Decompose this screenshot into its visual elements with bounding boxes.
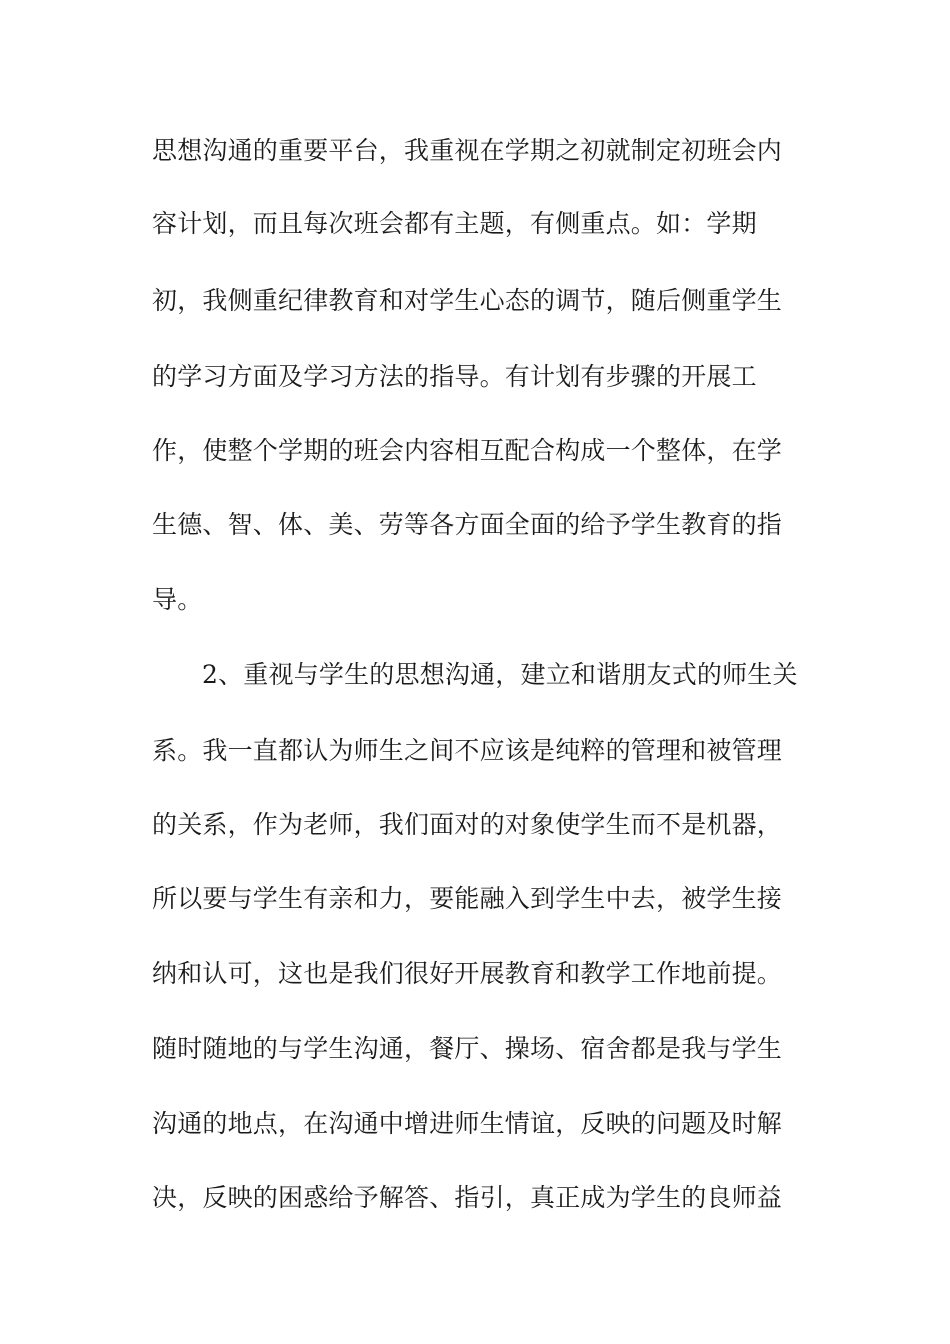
text-line: 决，反映的困惑给予解答、指引，真正成为学生的良师益 xyxy=(152,1183,783,1212)
text-line: 纳和认可，这也是我们很好开展教育和教学工作地前提。 xyxy=(152,959,783,988)
text-line: 初，我侧重纪律教育和对学生心态的调节，随后侧重学生 xyxy=(152,286,783,315)
text-line: 导。 xyxy=(152,585,203,614)
text-line: 随时随地的与学生沟通，餐厅、操场、宿舍都是我与学生 xyxy=(152,1034,783,1063)
text-line: 所以要与学生有亲和力，要能融入到学生中去，被学生接 xyxy=(152,884,783,913)
text-line: 的关系，作为老师，我们面对的对象使学生而不是机器， xyxy=(152,810,783,839)
paragraph-start-line: 2、重视与学生的思想沟通，建立和谐朋友式的师生关 xyxy=(202,660,798,689)
text-line: 的学习方面及学习方法的指导。有计划有步骤的开展工 xyxy=(152,362,757,391)
text-line: 容计划，而且每次班会都有主题，有侧重点。如：学期 xyxy=(152,209,757,238)
text-line: 系。我一直都认为师生之间不应该是纯粹的管理和被管理 xyxy=(152,736,783,765)
text-line: 思想沟通的重要平台，我重视在学期之初就制定初班会内 xyxy=(152,136,783,165)
text-line: 生德、智、体、美、劳等各方面全面的给予学生教育的指 xyxy=(152,510,783,539)
text-line: 沟通的地点，在沟通中增进师生情谊，反映的问题及时解 xyxy=(152,1109,783,1138)
text-line: 作，使整个学期的班会内容相互配合构成一个整体，在学 xyxy=(152,436,783,465)
